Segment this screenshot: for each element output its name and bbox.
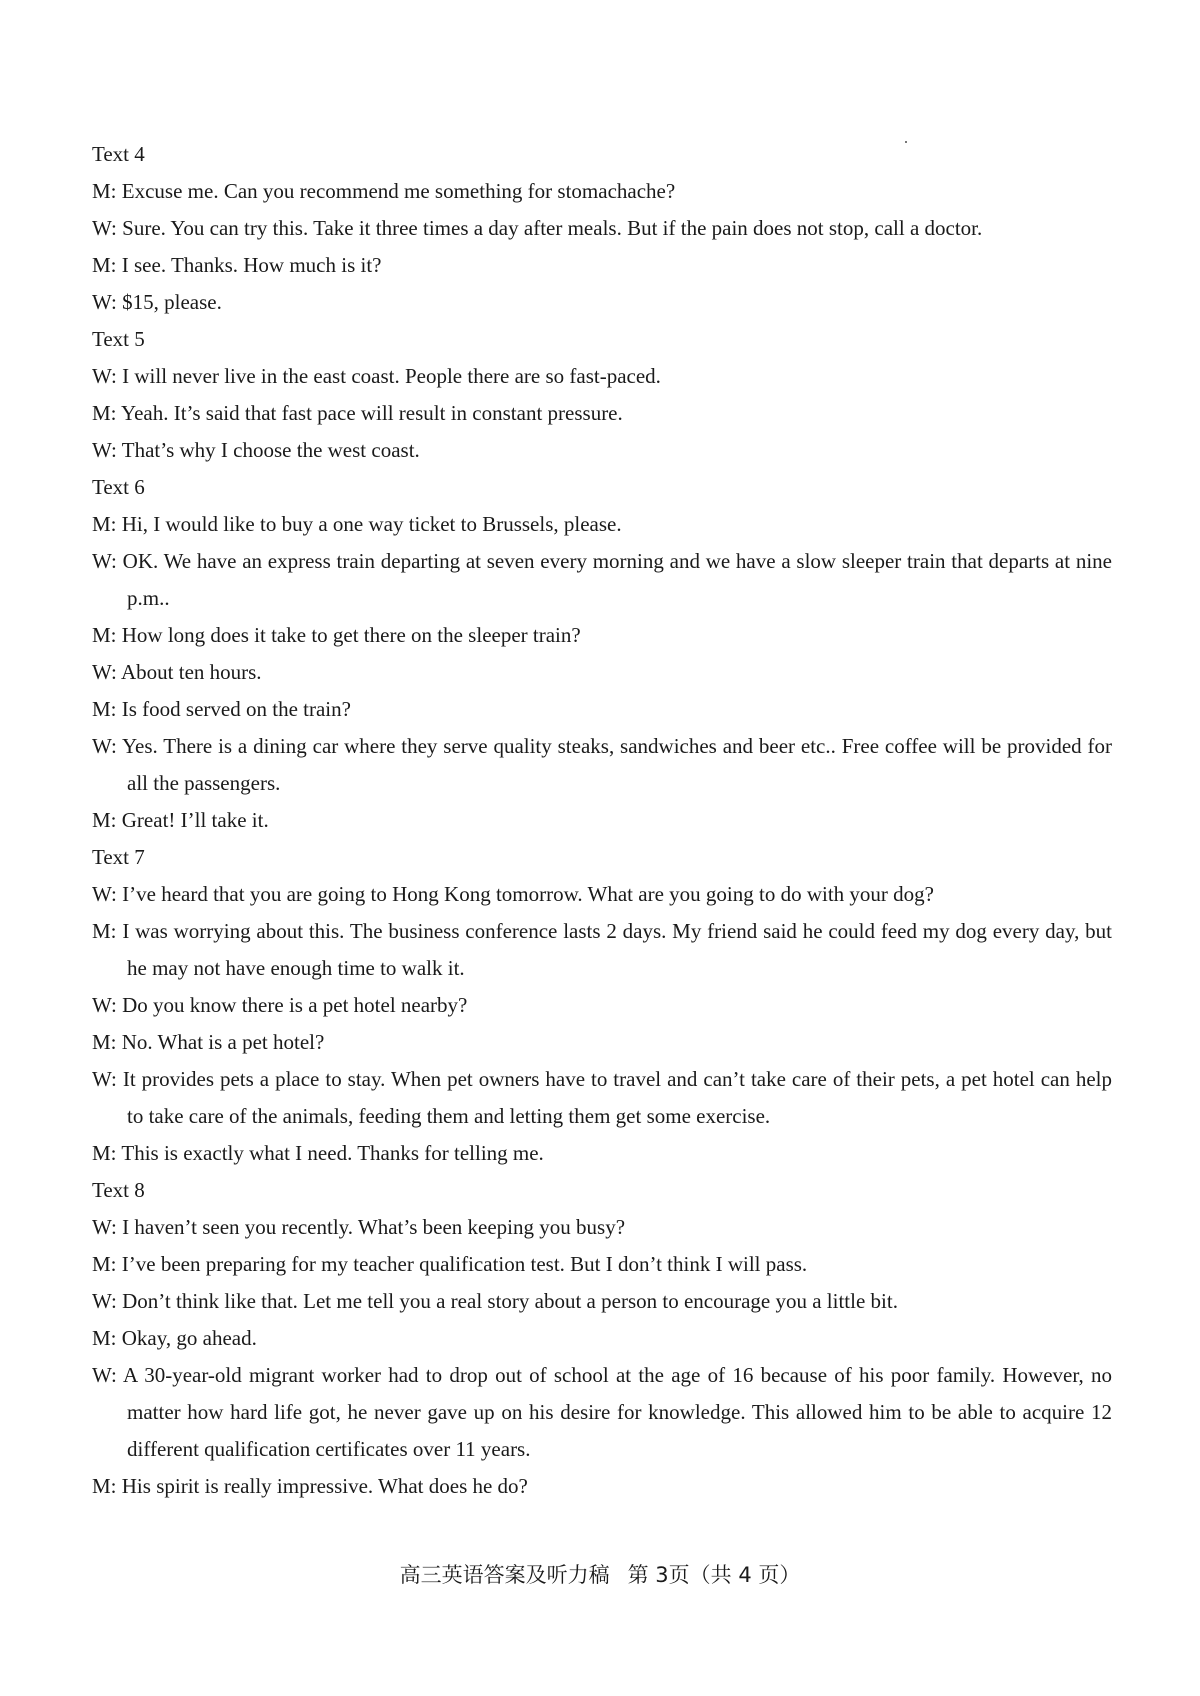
dialogue-text: That’s why I choose the west coast. <box>121 438 420 462</box>
dialogue-line <box>92 1135 1112 1172</box>
dialogue-text: I see. Thanks. How much is it? <box>121 253 382 277</box>
speaker-label: M: <box>92 1141 117 1165</box>
dialogue-text: Do you know there is a pet hotel nearby? <box>122 993 468 1017</box>
speaker-label: M: <box>92 1326 117 1350</box>
dialogue-text: I was worrying about this. The business conference lasts 2 days. My friend said he could feed my dog every day, but he may not have enough time to walk it. <box>122 919 1112 980</box>
speaker-label: M: <box>92 512 117 536</box>
dialogue-line <box>92 802 1112 839</box>
dialogue-line <box>92 1024 1112 1061</box>
dialogue-line <box>92 913 1112 987</box>
dialogue-text: Okay, go ahead. <box>121 1326 257 1350</box>
dialogue-line <box>92 173 1112 210</box>
speaker-label: M: <box>92 919 117 943</box>
dialogue-text: His spirit is really impressive. What does he do? <box>121 1474 528 1498</box>
dialogue-text: I will never live in the east coast. People there are so fast-paced. <box>122 364 661 388</box>
speaker-label: W: <box>92 1215 117 1239</box>
speaker-label: M: <box>92 179 117 203</box>
dialogue-line <box>92 1246 1112 1283</box>
dialogue-text: Great! I’ll take it. <box>121 808 269 832</box>
footer-title: 高三英语答案及听力稿 <box>399 1563 610 1587</box>
dialogue-line <box>92 506 1112 543</box>
section-heading: Text 5 <box>92 327 145 351</box>
transcript-body <box>92 136 1112 1505</box>
speaker-label: W: <box>92 549 117 573</box>
dialogue-text: I’ve heard that you are going to Hong Kong tomorrow. What are you going to do with your dog? <box>122 882 934 906</box>
speaker-label: W: <box>92 1363 117 1387</box>
dialogue-text: I’ve been preparing for my teacher qualification test. But I don’t think I will pass. <box>121 1252 808 1276</box>
speaker-label: M: <box>92 808 117 832</box>
section-heading: Text 6 <box>92 475 145 499</box>
section-heading: Text 4 <box>92 142 145 166</box>
speaker-label: M: <box>92 401 117 425</box>
speaker-label: W: <box>92 438 117 462</box>
page-footer <box>0 1561 1200 1589</box>
dialogue-text: Don’t think like that. Let me tell you a real story about a person to encourage you a little bit. <box>122 1289 898 1313</box>
dialogue-text: About ten hours. <box>120 660 262 684</box>
dialogue-text: Hi, I would like to buy a one way ticket to Brussels, please. <box>121 512 622 536</box>
dialogue-text: I haven’t seen you recently. What’s been keeping you busy? <box>122 1215 626 1239</box>
dialogue-text: This is exactly what I need. Thanks for telling me. <box>121 1141 544 1165</box>
dialogue-line <box>92 358 1112 395</box>
dialogue-text: No. What is a pet hotel? <box>121 1030 325 1054</box>
speaker-label: M: <box>92 697 117 721</box>
section-heading: Text 8 <box>92 1178 145 1202</box>
dialogue-line <box>92 1209 1112 1246</box>
dialogue-text: Yes. There is a dining car where they serve quality steaks, sandwiches and beer etc.. Free coffee will be provided for all the passengers. <box>121 734 1112 795</box>
speaker-label: W: <box>92 993 117 1017</box>
dialogue-line <box>92 432 1112 469</box>
speaker-label: M: <box>92 253 117 277</box>
speaker-label: M: <box>92 1252 117 1276</box>
speaker-label: W: <box>92 216 117 240</box>
dialogue-line <box>92 1283 1112 1320</box>
footer-page-number: 第 3页（共 4 页） <box>627 1563 801 1587</box>
dialogue-text: How long does it take to get there on the sleeper train? <box>121 623 581 647</box>
dialogue-line <box>92 654 1112 691</box>
dialogue-text: It provides pets a place to stay. When pet owners have to travel and can’t take care of their pets, a pet hotel can help to take care of the animals, feeding them and letting them get some exercise. <box>122 1067 1112 1128</box>
dialogue-line <box>92 987 1112 1024</box>
dialogue-line <box>92 1357 1112 1468</box>
section-heading: Text 7 <box>92 845 145 869</box>
speaker-label: W: <box>92 882 117 906</box>
dialogue-line <box>92 247 1112 284</box>
dialogue-line <box>92 876 1112 913</box>
speaker-label: W: <box>92 734 117 758</box>
dialogue-line <box>92 1468 1112 1505</box>
speaker-label: W: <box>92 660 117 684</box>
dialogue-line <box>92 395 1112 432</box>
dialogue-text: A 30-year-old migrant worker had to drop out of school at the age of 16 because of his poor family. However, no matter how hard life got, he never gave up on his desire for knowledge. This allowed him to be able to acquire 12 different qualification certificates over 11 years. <box>122 1363 1112 1461</box>
dialogue-line <box>92 1320 1112 1357</box>
speaker-label: M: <box>92 1474 117 1498</box>
speaker-label: W: <box>92 290 117 314</box>
speaker-label: M: <box>92 623 117 647</box>
dialogue-text: Is food served on the train? <box>121 697 351 721</box>
dialogue-text: $15, please. <box>122 290 222 314</box>
dialogue-text: Yeah. It’s said that fast pace will result in constant pressure. <box>121 401 623 425</box>
speaker-label: M: <box>92 1030 117 1054</box>
dialogue-text: OK. We have an express train departing at seven every morning and we have a slow sleeper train that departs at nine p.m.. <box>122 549 1112 610</box>
dialogue-line <box>92 691 1112 728</box>
dialogue-line <box>92 210 1112 247</box>
dialogue-line <box>92 617 1112 654</box>
dialogue-text: Excuse me. Can you recommend me something for stomachache? <box>121 179 676 203</box>
speaker-label: W: <box>92 1067 117 1091</box>
dialogue-line <box>92 543 1112 617</box>
speaker-label: W: <box>92 364 117 388</box>
speaker-label: W: <box>92 1289 117 1313</box>
dialogue-text: Sure. You can try this. Take it three times a day after meals. But if the pain does not stop, call a doctor. <box>122 216 983 240</box>
dialogue-line <box>92 284 1112 321</box>
dialogue-line <box>92 1061 1112 1135</box>
dialogue-line <box>92 728 1112 802</box>
